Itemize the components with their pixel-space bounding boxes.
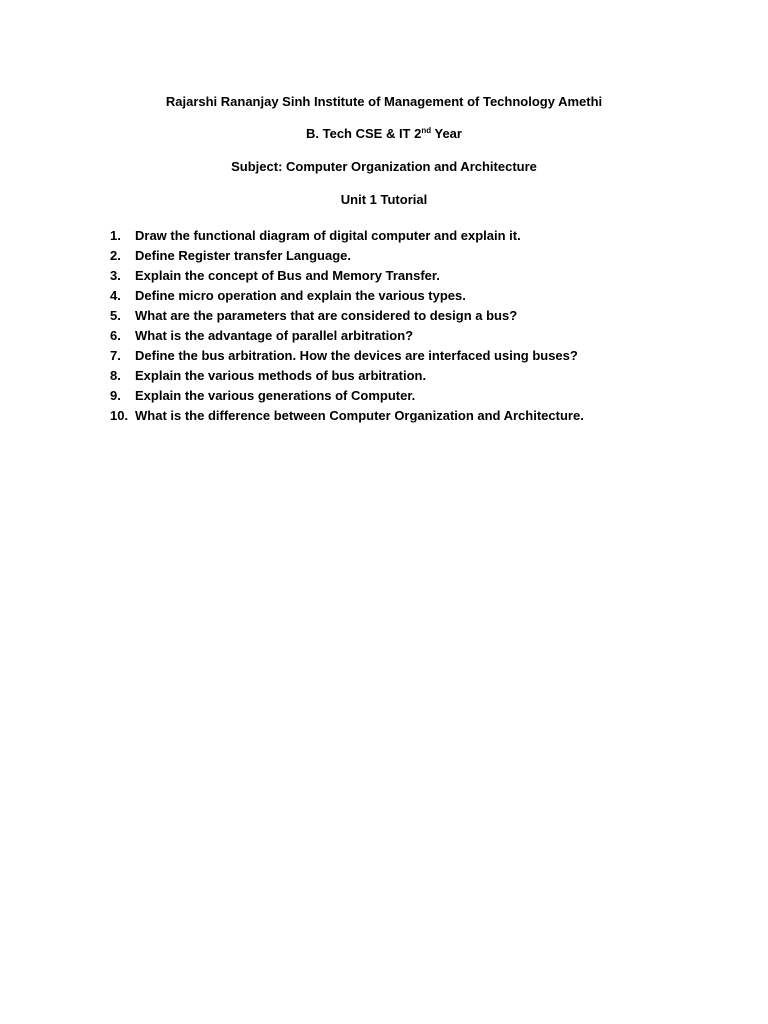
question-number: 9. [110,387,121,403]
question-item [110,285,730,305]
question-item [110,385,730,405]
question-item [110,405,730,425]
question-number: 5. [110,307,121,323]
question-text: What is the advantage of parallel arbitration? [135,327,414,343]
question-number: 2. [110,247,121,263]
question-text: What are the parameters that are considered to design a bus? [135,307,518,323]
question-item [110,325,730,345]
question-text: Draw the functional diagram of digital computer and explain it. [135,227,521,243]
question-item [110,265,730,285]
course-suffix: Year [431,126,462,141]
question-number: 10. [110,407,129,423]
subject-title: Subject: Computer Organization and Architecture [231,159,537,174]
question-number: 1. [110,227,121,243]
question-text: What is the difference between Computer Organization and Architecture. [135,407,584,423]
question-item [110,245,730,265]
question-number: 7. [110,347,121,363]
question-text: Define Register transfer Language. [135,247,351,263]
course-prefix: B. Tech CSE & IT 2 [306,126,422,141]
unit-title: Unit 1 Tutorial [340,192,428,207]
institute-name: Rajarshi Rananjay Sinh Institute of Management of Technology Amethi [165,94,603,109]
question-text: Explain the various methods of bus arbitration. [135,367,427,383]
question-number: 4. [110,287,121,303]
question-number: 6. [110,327,121,343]
question-list [110,225,730,425]
question-text: Explain the various generations of Computer. [135,387,416,403]
question-item [110,345,730,365]
question-item [110,365,730,385]
course-superscript: nd [421,126,432,135]
question-text: Define the bus arbitration. How the devices are interfaced using buses? [135,347,578,363]
course-line [0,126,768,142]
question-item [110,225,730,245]
question-item [110,305,730,325]
question-number: 3. [110,267,121,283]
question-text: Explain the concept of Bus and Memory Transfer. [135,267,440,283]
question-number: 8. [110,367,121,383]
question-text: Define micro operation and explain the various types. [135,287,466,303]
